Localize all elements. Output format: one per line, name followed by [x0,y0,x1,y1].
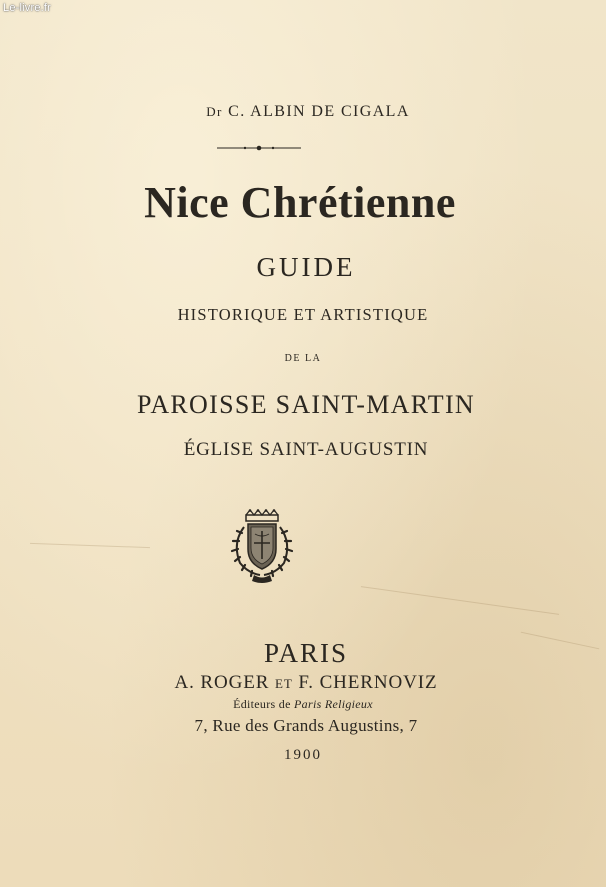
book-guide: GUIDE [256,252,356,282]
imprint-address: 7, Rue des Grands Augustins, 7 [194,716,418,735]
author-line [5,103,606,121]
imprint-publishers [3,672,606,694]
author-name: C. ALBIN DE CIGALA [228,103,410,120]
book-subtitle: HISTORIQUE ET ARTISTIQUE [177,305,429,324]
publisher-et: ET [275,676,293,691]
editors-prefix: Éditeurs de [233,697,291,711]
imprint-year: 1900 [284,747,322,763]
book-title: Nice Chrétienne [144,178,456,227]
eglise-heading: ÉGLISE SAINT-AUGUSTIN [183,439,429,460]
de-la-text: DE LA [284,353,322,364]
watermark: Le-livre.fr [3,2,52,14]
paper-crease [361,586,559,615]
author-prefix: Dr [206,104,223,119]
paper-crease [30,543,150,548]
ornament-divider-icon [217,145,301,151]
editors-journal: Paris Religieux [294,697,373,711]
paroisse-heading: PAROISSE SAINT-MARTIN [136,390,476,419]
publisher-f: F. CHERNOVIZ [298,672,438,693]
imprint-city: PARIS [263,638,349,668]
imprint-editors [0,697,606,712]
publisher-a: A. ROGER [174,672,270,693]
coat-of-arms-icon [224,509,300,585]
